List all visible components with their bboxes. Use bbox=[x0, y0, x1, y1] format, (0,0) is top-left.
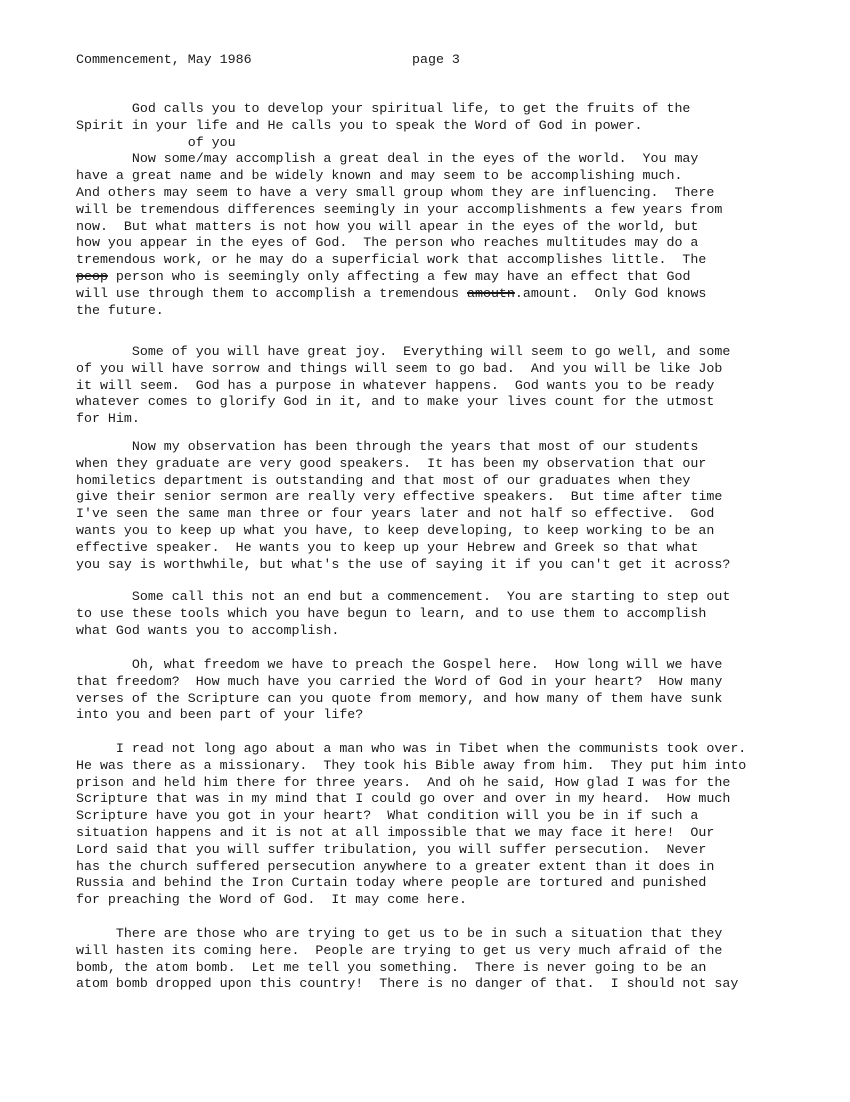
struck-word: peop bbox=[76, 268, 108, 284]
text-line: for Him. bbox=[76, 411, 140, 427]
document-title: Commencement, May 1986 bbox=[76, 52, 252, 67]
text-line: give their senior sermon are really very effective speakers. But time after time bbox=[76, 489, 723, 505]
paragraph-6 bbox=[76, 741, 796, 909]
text-line: Some of you will have great joy. Everything will seem to go well, and some bbox=[76, 344, 731, 359]
text-line: And others may seem to have a very small group whom they are influencing. There bbox=[76, 184, 715, 200]
text-line: into you and been part of your life? bbox=[76, 707, 364, 723]
text-line: now. But what matters is not how you will apear in the eyes of the world, but bbox=[76, 218, 699, 234]
paragraph-4 bbox=[76, 589, 796, 639]
text-line: the future. bbox=[76, 302, 164, 318]
struck-word: amoutn bbox=[467, 285, 515, 301]
text-line: Some call this not an end but a commencement. You are starting to step out bbox=[76, 589, 731, 604]
text-line: There are those who are trying to get us to be in such a situation that they bbox=[76, 926, 723, 941]
text-line: Now my observation has been through the years that most of our students bbox=[76, 439, 699, 454]
text-line: situation happens and it is not at all impossible that we may face it here! Our bbox=[76, 824, 715, 840]
text-line-with-strikeout bbox=[76, 269, 796, 286]
text-line: He was there as a missionary. They took his Bible away from him. They put him into bbox=[76, 757, 747, 773]
text-line: bomb, the atom bomb. Let me tell you something. There is never going to be an bbox=[76, 959, 707, 975]
text-line: when they graduate are very good speakers. It has been my observation that our bbox=[76, 455, 707, 471]
text-line: will hasten its coming here. People are trying to get us very much afraid of the bbox=[76, 942, 723, 958]
text-line: I've seen the same man three or four years later and not half so effective. God bbox=[76, 506, 715, 522]
page-number: page 3 bbox=[412, 52, 460, 67]
text-line: Russia and behind the Iron Curtain today where people are tortured and punished bbox=[76, 875, 707, 891]
text-fragment: will use through them to accomplish a tremendous bbox=[76, 285, 467, 301]
text-line: for preaching the Word of God. It may come here. bbox=[76, 892, 467, 908]
text-fragment: person who is seemingly only affecting a few may have an effect that God bbox=[107, 268, 691, 284]
text-line: Now some/may accomplish a great deal in the eyes of the world. You may bbox=[76, 151, 699, 167]
text-line: has the church suffered persecution anywhere to a greater extent than it does in bbox=[76, 858, 715, 874]
text-line: Scripture have you got in your heart? What condition will you be in if such a bbox=[76, 808, 699, 824]
text-line: what God wants you to accomplish. bbox=[76, 622, 340, 638]
text-line: verses of the Scripture can you quote from memory, and how many of them have sunk bbox=[76, 690, 723, 706]
text-line: to use these tools which you have begun to learn, and to use them to accomplish bbox=[76, 605, 707, 621]
text-line: it will seem. God has a purpose in whatever happens. God wants you to be ready bbox=[76, 377, 715, 393]
text-line: tremendous work, or he may do a superficial work that accomplishes little. The bbox=[76, 252, 707, 268]
paragraph-7 bbox=[76, 926, 796, 993]
paragraph-5 bbox=[76, 657, 796, 724]
text-line: effective speaker. He wants you to keep up your Hebrew and Greek so that what bbox=[76, 539, 699, 555]
text-line: atom bomb dropped upon this country! There is no danger of that. I should not say bbox=[76, 976, 739, 992]
text-line: Lord said that you will suffer tribulation, you will suffer persecution. Never bbox=[76, 841, 707, 857]
text-line: Spirit in your life and He calls you to speak the Word of God in power. bbox=[76, 117, 643, 133]
text-line: that freedom? How much have you carried the Word of God in your heart? How many bbox=[76, 673, 723, 689]
paragraph-1 bbox=[76, 101, 796, 319]
text-line: you say is worthwhile, but what's the use of saying it if you can't get it across? bbox=[76, 556, 731, 572]
text-line: of you bbox=[76, 134, 236, 150]
text-line: homiletics department is outstanding and that most of our graduates when they bbox=[76, 472, 691, 488]
paragraph-3 bbox=[76, 439, 796, 573]
text-line: will be tremendous differences seemingly in your accomplishments a few years from bbox=[76, 201, 723, 217]
text-line: God calls you to develop your spiritual life, to get the fruits of the bbox=[76, 101, 691, 116]
text-line-with-strikeout bbox=[76, 286, 796, 303]
text-line: of you will have sorrow and things will seem to go bad. And you will be like Job bbox=[76, 360, 723, 376]
text-line: whatever comes to glorify God in it, and to make your lives count for the utmost bbox=[76, 394, 715, 410]
text-line: prison and held him there for three years. And oh he said, How glad I was for the bbox=[76, 774, 731, 790]
text-line: wants you to keep up what you have, to keep developing, to keep working to be an bbox=[76, 522, 715, 538]
text-fragment: .amount. Only God knows bbox=[514, 285, 707, 301]
text-line: I read not long ago about a man who was in Tibet when the communists took over. bbox=[76, 741, 747, 756]
text-line: how you appear in the eyes of God. The person who reaches multitudes may do a bbox=[76, 235, 699, 251]
paragraph-2 bbox=[76, 344, 796, 428]
text-line: have a great name and be widely known and may seem to be accomplishing much. bbox=[76, 168, 683, 184]
text-line: Oh, what freedom we have to preach the Gospel here. How long will we have bbox=[76, 657, 723, 672]
text-line: Scripture that was in my mind that I could go over and over in my heard. How much bbox=[76, 791, 731, 807]
